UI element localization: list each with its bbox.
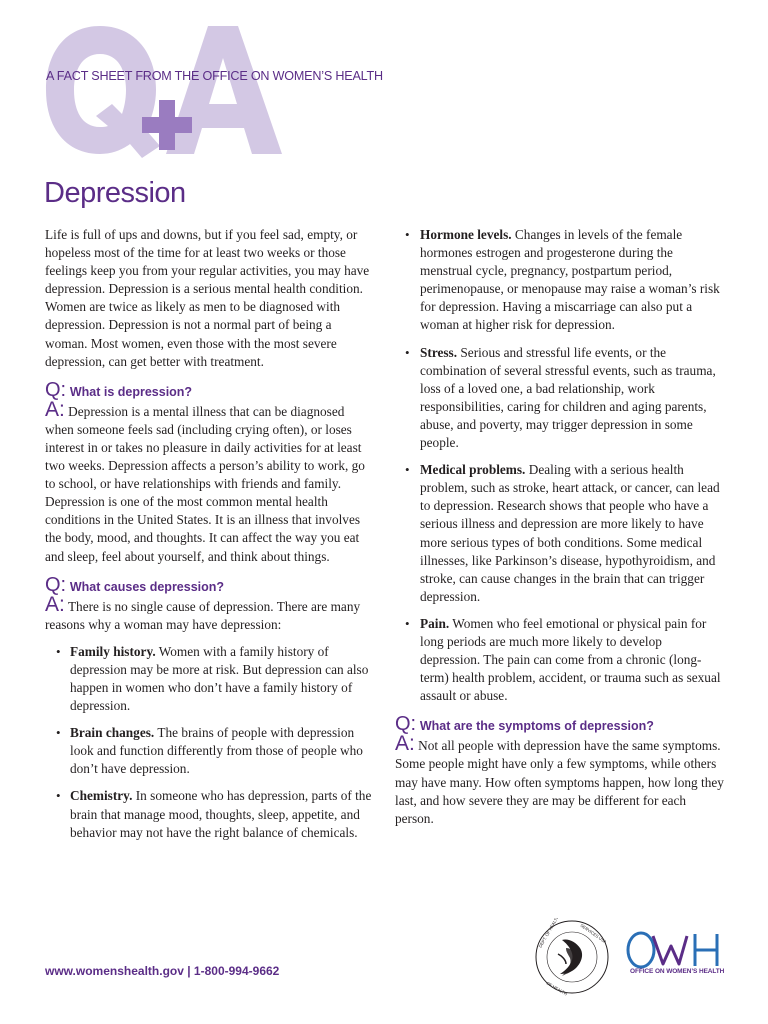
owh-caption: OFFICE ON WOMEN’S HEALTH (630, 968, 725, 975)
bullet-term: Family history. (70, 643, 156, 659)
q-label: Q: (45, 378, 67, 401)
bullet-icon: • (405, 344, 410, 360)
fact-sheet-tagline: A FACT SHEET FROM THE OFFICE ON WOMEN’S HEALTH (46, 69, 383, 83)
answer-text: There is no single cause of depression. There are many reasons why a woman may have depression: (45, 598, 361, 632)
list-item (395, 615, 725, 705)
answer-paragraph (45, 592, 375, 634)
causes-list-continued (395, 226, 725, 705)
list-item (45, 724, 375, 778)
qa-logo (38, 18, 288, 168)
question-heading (395, 714, 725, 736)
list-item (45, 643, 375, 715)
bullet-text: Serious and stressful life events, or the combination of several stressful events, such as trauma, loss of a loved one, a bad relationship, work responsibilities, caring for children and aging parents, abuse, and poverty, may trigger depression in some people. (420, 344, 716, 451)
bullet-term: Brain changes. (70, 725, 155, 741)
bullet-term: Chemistry. (70, 788, 133, 804)
svg-text:OF HEALTH: OF HEALTH (545, 980, 569, 996)
question-text: What is depression? (69, 384, 193, 399)
bullet-icon: • (56, 725, 61, 741)
list-item (45, 787, 375, 841)
left-column (45, 226, 375, 851)
bullet-term: Hormone levels. (420, 227, 512, 242)
answer-paragraph (45, 397, 375, 566)
page-title: Depression (44, 177, 186, 209)
intro-paragraph: Life is full of ups and downs, but if you feel sad, empty, or hopeless most of the time for at least two weeks or those feelings keep you from your regular activities, you may have depression. Depression is a serious mental health condition. Women are twice as likely as men to be diagnosed with depression. Depression is not a normal part of being a woman. Most women, even those with the most severe depression, can get better with treatment. (45, 227, 370, 369)
list-item (395, 461, 725, 606)
q-label: Q: (395, 713, 417, 736)
bullet-icon: • (405, 462, 410, 478)
question-text: What causes depression? (69, 579, 225, 594)
bullet-icon: • (56, 643, 61, 659)
owh-logo (625, 926, 725, 986)
bullet-icon: • (405, 615, 410, 631)
question-text: What are the symptoms of depression? (419, 719, 654, 734)
footer-contact-link[interactable]: www.womenshealth.gov | 1-800-994-9662 (45, 964, 280, 978)
bullet-icon: • (56, 788, 61, 804)
q-label: Q: (45, 573, 67, 596)
bullet-text: Women who feel emotional or physical pain for long periods are much more likely to develop depression. The pain can come from a chronic (long-term) health problem, accident, or trauma such as sexual assault or abuse. (420, 615, 721, 704)
answer-text: Not all people with depression have the same symptoms. Some people might have only a few symptoms, while others may have many. How often symptoms happen, how long they last, and how severe they are may be different for each person. (395, 738, 724, 826)
bullet-term: Medical problems. (420, 462, 526, 478)
answer-text: Depression is a mental illness that can be diagnosed when someone feels sad (including crying often), or loses interest in or takes no pleasure in daily activities for at least two weeks. Depression affects a person’s ability to work, go to school, or have relationships with friends and family. Depression is one of the most common mental health conditions in the United States. It is an illness that involves the body, mood, and thoughts. It can affect the way you eat and sleep, feel about yourself, and think about things. (45, 403, 365, 564)
svg-text:DEPT. OF HEALTH: DEPT. OF HEALTH (537, 918, 560, 949)
question-heading (45, 380, 375, 402)
bullet-icon: • (405, 227, 410, 242)
a-label: A: (45, 592, 65, 616)
a-label: A: (395, 732, 415, 756)
svg-text:SERVICES USA: SERVICES USA (579, 922, 608, 945)
list-item (395, 226, 725, 335)
question-heading (45, 575, 375, 597)
a-label: A: (45, 397, 65, 421)
bullet-text: Dealing with a serious health problem, such as stroke, heart attack, or cancer, can lead to depression. Research shows that people who have a serious illness and depression are more likely to have more serious types of both conditions. Some medical illnesses, like Parkinson’s disease, hypothyroidism, and stroke, can cause changes in the brain that can trigger depression. (420, 462, 720, 604)
bullet-text: Women with a family history of depression may be more at risk. But depression can also happen in women who don’t have a family history of depression. (70, 643, 369, 714)
answer-paragraph (395, 732, 725, 827)
hhs-seal-logo (532, 918, 612, 996)
list-item (395, 344, 725, 453)
bullet-text: In someone who has depression, parts of the brain that manage mood, thoughts, sleep, appetite, and behavior may not have the right balance of chemicals. (70, 788, 372, 840)
right-column (395, 226, 725, 837)
bullet-text: The brains of people with depression look and function differently from those of people who don’t have depression. (70, 725, 363, 777)
bullet-term: Pain. (420, 615, 450, 631)
bullet-term: Stress. (420, 344, 458, 360)
causes-list (45, 643, 375, 842)
bullet-text: Changes in levels of the female hormones estrogen and progesterone during the menstrual cycle, pregnancy, postpartum period, perimenopause, or menopause may raise a woman’s risk for depression. Having a miscarriage can also put a woman at higher risk for depression. (420, 227, 720, 333)
